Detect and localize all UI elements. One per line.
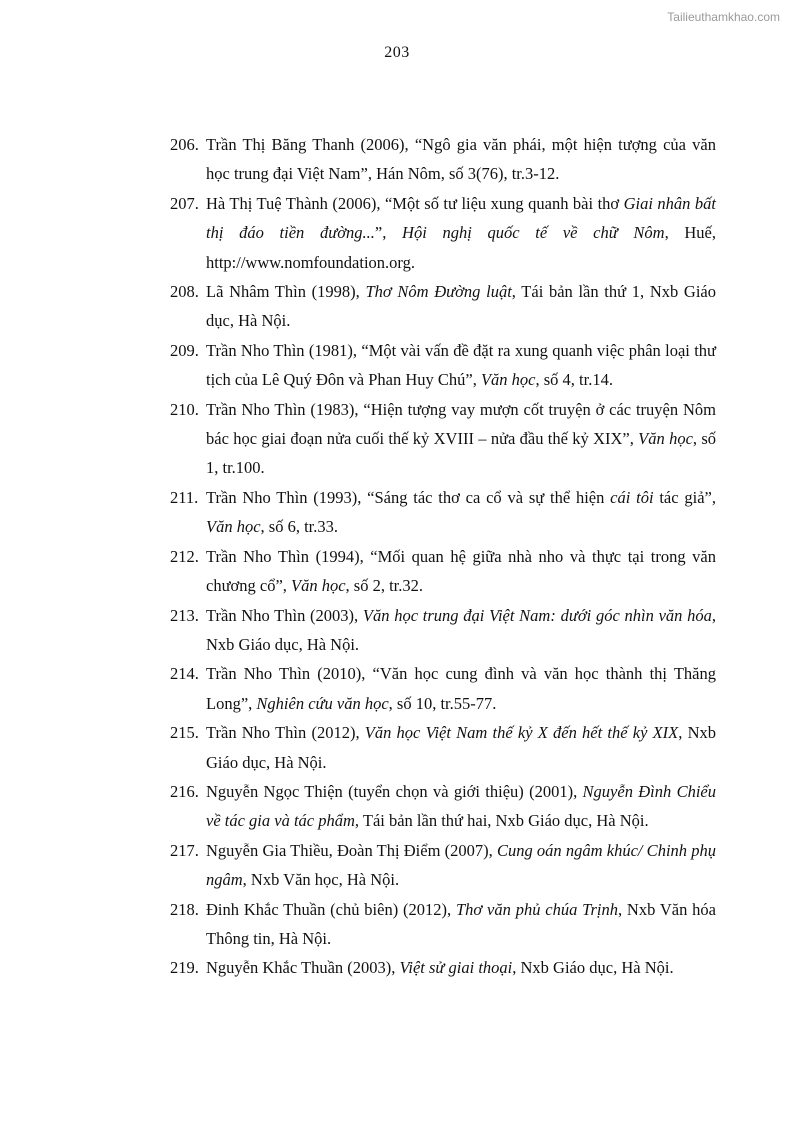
entry-text: Đinh Khắc Thuần (chủ biên) (2012), Thơ văn phủ chúa Trịnh, Nxb Văn hóa Thông tin, Hà Nội. — [206, 899, 716, 948]
entry-number: 217. — [170, 840, 199, 860]
watermark: Tailieuthamkhao.com — [667, 10, 780, 24]
reference-entry — [170, 130, 716, 189]
entry-number: 206. — [170, 135, 199, 154]
reference-entry — [170, 395, 716, 483]
reference-entry — [170, 277, 716, 336]
entry-text: Nguyễn Ngọc Thiện (tuyển chọn và giới thiệu) (2001), Nguyễn Đình Chiểu về tác gia và tác phẩm, Tái bản lần thứ hai, Nxb Giáo dục, Hà Nội. — [206, 781, 716, 831]
entry-text: Trần Nho Thìn (2010), “Văn học cung đình và văn học thành thị Thăng Long”, Nghiên cứu văn học, số 10, tr.55-77. — [206, 664, 716, 713]
reference-entry — [170, 895, 716, 954]
entry-number: 210. — [170, 399, 199, 419]
reference-entry — [170, 659, 716, 718]
entry-number: 215. — [170, 723, 199, 743]
page-number: 203 — [384, 44, 410, 61]
entry-text: Nguyễn Gia Thiều, Đoàn Thị Điểm (2007), Cung oán ngâm khúc/ Chinh phụ ngâm, Nxb Văn học, Hà Nội. — [206, 840, 716, 890]
reference-entry — [170, 836, 716, 895]
entry-text: Trần Nho Thìn (2003), Văn học trung đại Việt Nam: dưới góc nhìn văn hóa, Nxb Giáo dục, Hà Nội. — [206, 605, 716, 654]
entry-number: 209. — [170, 340, 199, 360]
entry-number: 212. — [170, 546, 199, 566]
entry-number: 218. — [170, 899, 199, 919]
reference-entry — [170, 483, 716, 542]
entry-text: Hà Thị Tuệ Thành (2006), “Một số tư liệu xung quanh bài thơ Giai nhân bất thị đáo tiền đường...”, Hội nghị quốc tế về chữ Nôm, Huế, http://www.nomfoundation.org. — [206, 193, 716, 272]
reference-entry — [170, 953, 716, 982]
reference-entry — [170, 189, 716, 277]
entry-number: 219. — [170, 958, 199, 978]
entry-number: 214. — [170, 664, 199, 684]
entry-number: 216. — [170, 781, 199, 801]
reference-entry — [170, 336, 716, 395]
entry-text: Trần Thị Băng Thanh (2006), “Ngô gia văn phái, một hiện tượng của văn học trung đại Việt Nam”, Hán Nôm, số 3(76), tr.3-12. — [206, 135, 716, 184]
entry-text: Trần Nho Thìn (1981), “Một vài vấn đề đặt ra xung quanh việc phân loại thư tịch của Lê Quý Đôn và Phan Huy Chú”, Văn học, số 4, tr.14. — [206, 340, 716, 390]
reference-list — [170, 130, 716, 983]
entry-text: Trần Nho Thìn (1983), “Hiện tượng vay mượn cốt truyện ở các truyện Nôm bác học giai đoạn nửa cuối thế kỷ XVIII – nửa đầu thế kỷ XIX”, Văn học, số 1, tr.100. — [206, 399, 717, 478]
reference-entry — [170, 718, 716, 777]
entry-text: Nguyễn Khắc Thuần (2003), Việt sử giai thoại, Nxb Giáo dục, Hà Nội. — [206, 958, 674, 978]
entry-number: 207. — [170, 193, 199, 213]
entry-number: 208. — [170, 282, 199, 302]
entry-number: 211. — [170, 487, 199, 507]
entry-text: Trần Nho Thìn (2012), Văn học Việt Nam thế kỷ X đến hết thế kỷ XIX, Nxb Giáo dục, Hà Nội. — [206, 723, 716, 772]
reference-entry — [170, 542, 716, 601]
entry-text: Lã Nhâm Thìn (1998), Thơ Nôm Đường luật, Tái bản lần thứ 1, Nxb Giáo dục, Hà Nội. — [206, 282, 716, 331]
reference-entry — [170, 601, 716, 660]
entry-text: Trần Nho Thìn (1993), “Sáng tác thơ ca cổ và sự thể hiện cái tôi tác giả”, Văn học, số 6, tr.33. — [206, 487, 716, 537]
entry-text: Trần Nho Thìn (1994), “Mối quan hệ giữa nhà nho và thực tại trong văn chương cổ”, Văn học, số 2, tr.32. — [206, 546, 716, 596]
entry-number: 213. — [170, 605, 199, 625]
reference-entry — [170, 777, 716, 836]
